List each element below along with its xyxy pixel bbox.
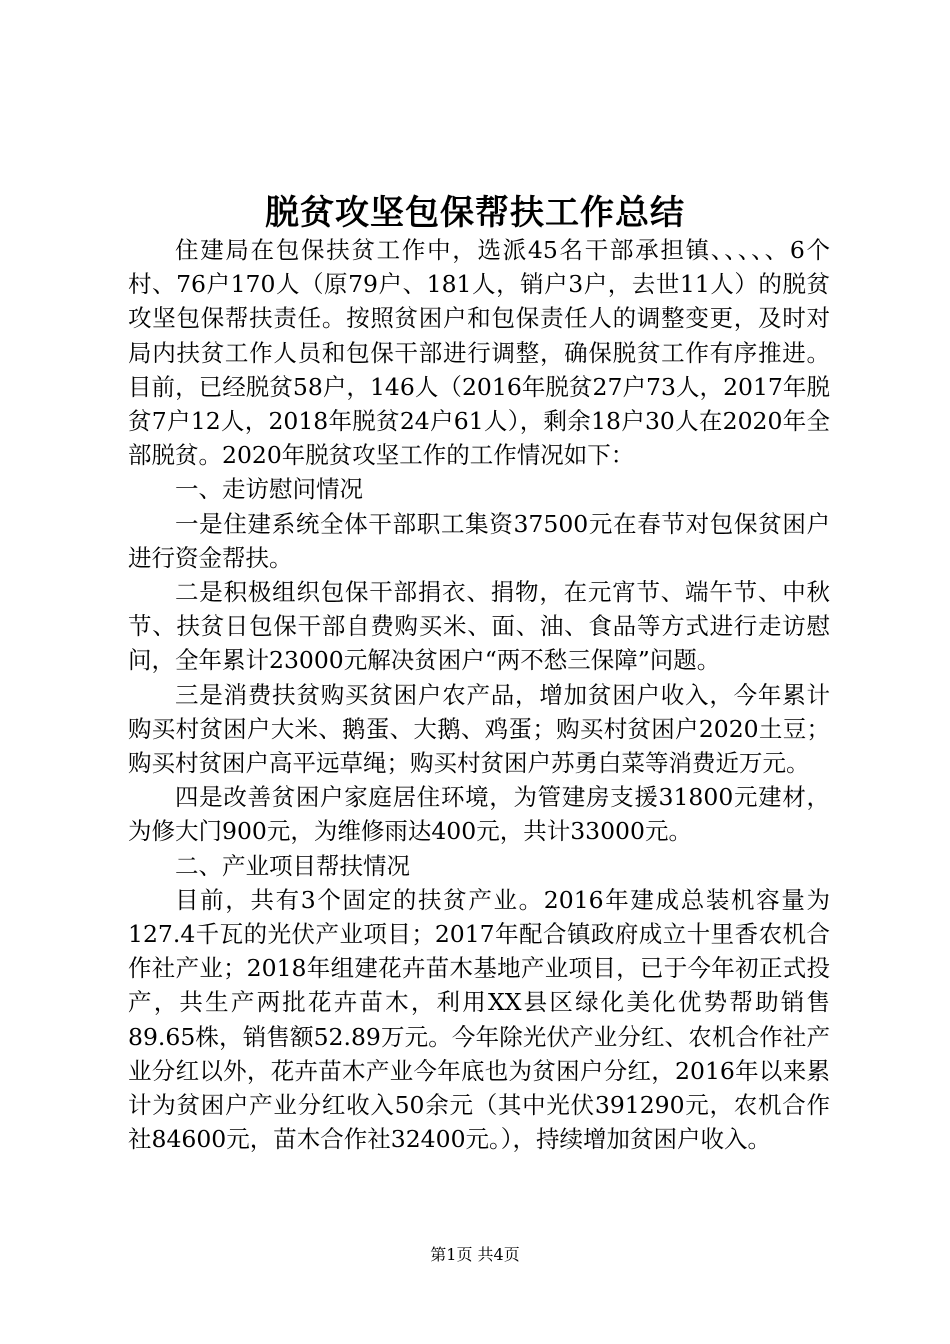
document-body	[128, 233, 830, 1156]
paragraph-item-4: 四是改善贫困户家庭居住环境，为管建房支援31800元建材，为修大门900元，为维修雨达400元，共计33000元。	[128, 783, 830, 846]
paragraph-industry: 目前，共有3个固定的扶贫产业。2016年建成总装机容量为127.4千瓦的光伏产业项目；2017年配合镇政府成立十里香农机合作社产业；2018年组建花卉苗木基地产业项目，已于今年初正式投产，共生产两批花卉苗木，利用XX县区绿化美化优势帮助销售89.65株，销售额52.89万元。今年除光伏产业分红、农机合作社产业分红以外，花卉苗木产业今年底也为贫困户分红，2016年以来累计为贫困户产业分红收入50余元（其中光伏391290元，农机合作社84600元，苗木合作社32400元。），持续增加贫困户收入。	[128, 885, 830, 1154]
document-title: 脱贫攻坚包保帮扶工作总结	[265, 193, 685, 233]
page-footer: 第1页 共4页	[430, 1245, 520, 1264]
paragraph-intro: 住建局在包保扶贫工作中，选派45名干部承担镇、、、、、6个村、76户170人（原79户、181人，销户3户，去世11人）的脱贫攻坚包保帮扶责任。按照贫困户和包保责任人的调整变更，及时对局内扶贫工作人员和包保干部进行调整，确保脱贫工作有序推进。目前，已经脱贫58户，146人（2016年脱贫27户73人，2017年脱贫7户12人，2018年脱贫24户61人），剩余18户30人在2020年全部脱贫。2020年脱贫攻坚工作的工作情况如下：	[128, 236, 830, 470]
section-heading-industry: 二、产业项目帮扶情况	[175, 851, 410, 880]
paragraph-item-3: 三是消费扶贫购买贫困户农产品，增加贫困户收入，今年累计购买村贫困户大米、鹅蛋、大鹅、鸡蛋；购买村贫困户2020土豆；购买村贫困户高平远草绳；购买村贫困户苏勇白菜等消费近万元。	[128, 680, 830, 778]
paragraph-item-1: 一是住建系统全体干部职工集资37500元在春节对包保贫困户进行资金帮扶。	[128, 509, 830, 572]
section-heading-visits: 一、走访慰问情况	[175, 475, 363, 504]
paragraph-item-2: 二是积极组织包保干部捐衣、捐物，在元宵节、端午节、中秋节、扶贫日包保干部自费购买米、面、油、食品等方式进行走访慰问，全年累计23000元解决贫困户“两不愁三保障”问题。	[128, 578, 830, 675]
